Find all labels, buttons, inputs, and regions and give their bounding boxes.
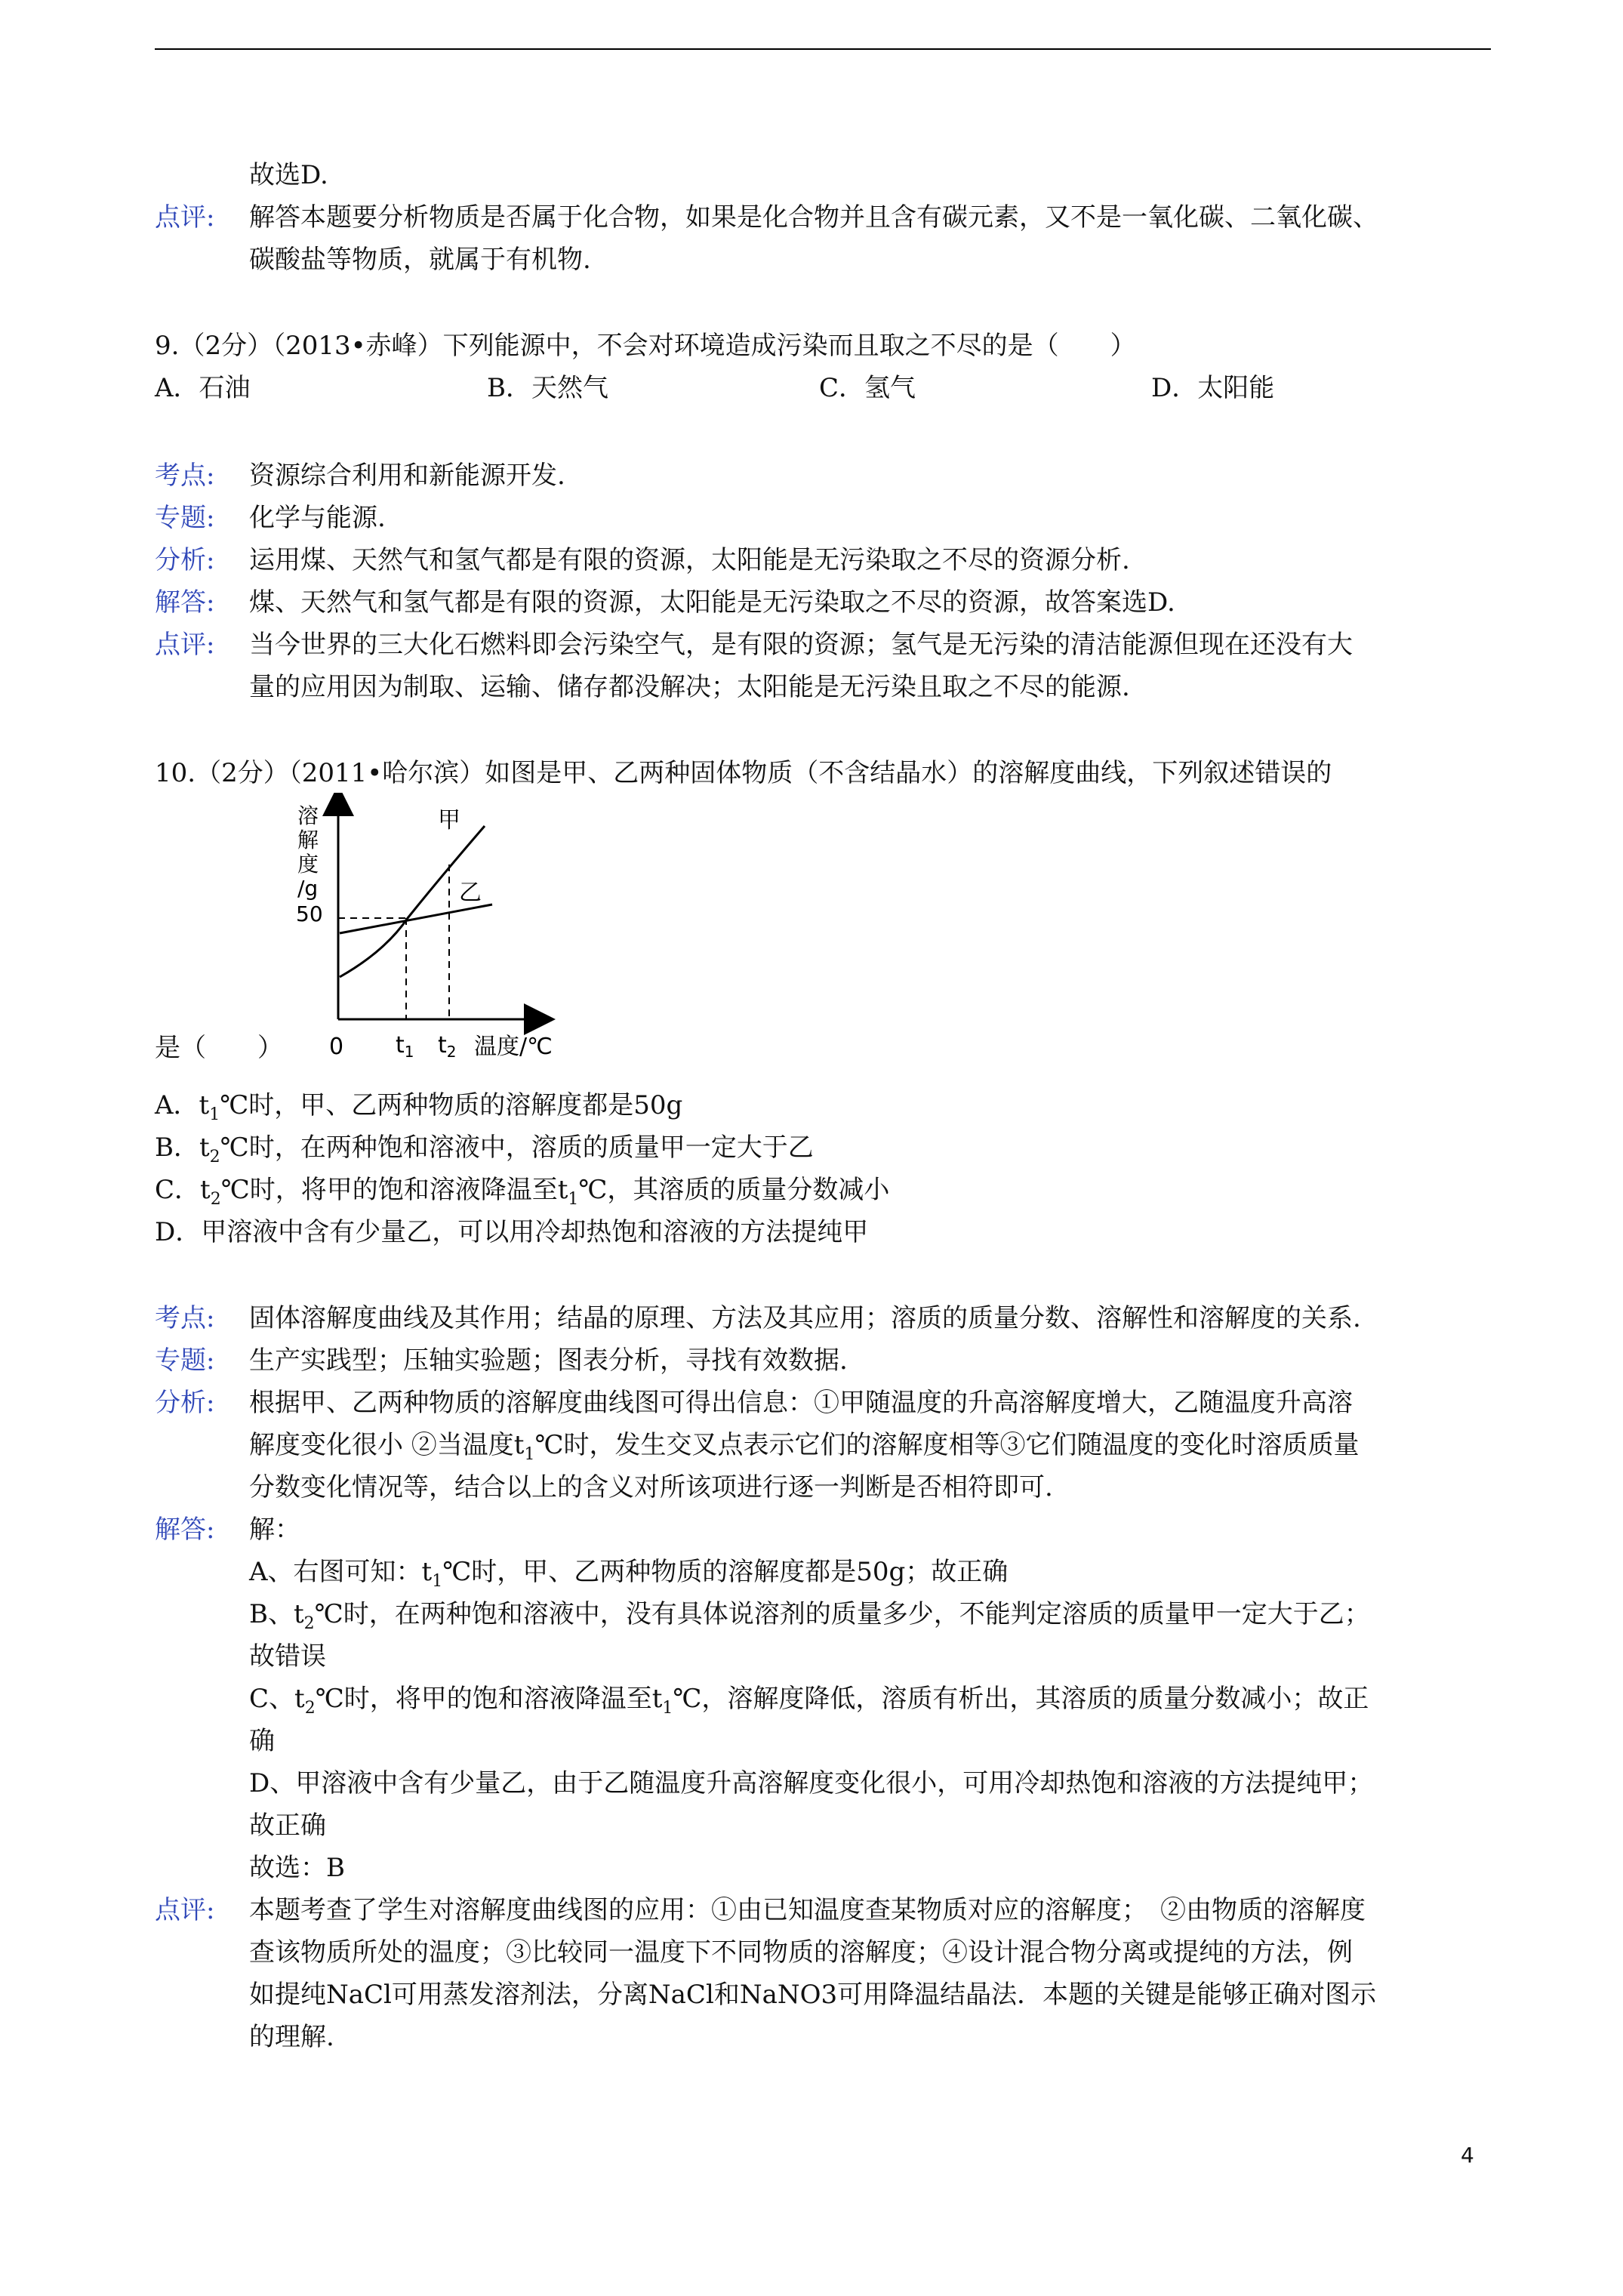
q10-jieda-b: B、$t_2℃$时，在两种饱和溶液中，没有具体说溶剂的质量多少，不能判定溶质的质量甲一定大于乙； [249, 1599, 1370, 1633]
q10-dianping-line-3: 如提纯NaCl可用蒸发溶剂法，分离NaCl和NaNO3可用降温结晶法．本题的关键是能够正确对图示 [249, 1980, 1377, 2010]
q9-option-b: B．天然气 [487, 373, 608, 403]
label-yi: 乙 [459, 880, 482, 906]
y-label-char-3: 度 [297, 852, 319, 877]
y-label-char-1: 溶 [297, 803, 319, 828]
q10-dianping-line-4: 的理解. [249, 2022, 334, 2052]
q9-dianping-label: 点评: [155, 630, 215, 660]
q9-dianping-line-1: 当今世界的三大化石燃料即会污染空气，是有限的资源；氢气是无污染的清洁能源但现在还没有大 [249, 630, 1353, 660]
q10-kaodian-label: 考点: [155, 1303, 215, 1333]
q10-jieda-b-line-2: 故错误 [249, 1641, 326, 1672]
q10-jieda-c-line-2: 确 [249, 1726, 275, 1756]
q10-fenxi-label: 分析: [155, 1388, 215, 1418]
q10-selected: 故选：B [249, 1853, 345, 1883]
q10-jieda-a: A、右图可知：$t_1℃$时，甲、乙两种物质的溶解度都是50g；故正确 [249, 1557, 1009, 1591]
label-jia: 甲 [438, 807, 460, 834]
q10-fenxi-line-3: 分数变化情况等，结合以上的含义对所该项进行逐一判断是否相符即可. [249, 1472, 1053, 1502]
q10-jie: 解： [249, 1515, 300, 1545]
q9-option-a: A．石油 [155, 373, 251, 403]
q9-option-c: C．氢气 [819, 373, 916, 403]
q9-stem: 9.（2分）（2013•赤峰）下列能源中，不会对环境造成污染而且取之不尽的是（ ） [155, 331, 1136, 361]
y-label-unit: /g [297, 876, 319, 901]
page-number: 4 [1461, 2143, 1474, 2168]
q9-zhuanti-label: 专题: [155, 503, 215, 533]
origin-label: 0 [329, 1034, 344, 1060]
q10-dianping-label: 点评: [155, 1895, 215, 1925]
q10-jieda-d: D、甲溶液中含有少量乙，由于乙随温度升高溶解度变化很小，可用冷却热饱和溶液的方法提纯甲； [249, 1768, 1374, 1798]
t2-label: $t_2$ [438, 1032, 457, 1061]
x-label: 温度/℃ [474, 1034, 553, 1060]
solubility-curve-figure [287, 793, 589, 1080]
q9-option-d: D．太阳能 [1151, 373, 1275, 403]
q9-jieda: 煤、天然气和氢气都是有限的资源，太阳能是无污染取之不尽的资源，故答案选D. [249, 587, 1175, 618]
q10-kaodian: 固体溶解度曲线及其作用；结晶的原理、方法及其应用；溶质的质量分数、溶解性和溶解度的关系. [249, 1303, 1361, 1333]
q9-jieda-label: 解答: [155, 587, 215, 618]
t1-label: $t_1$ [396, 1032, 414, 1061]
q9-zhuanti: 化学与能源. [249, 503, 386, 533]
q10-zhuanti: 生产实践型；压轴实验题；图表分析，寻找有效数据. [249, 1345, 848, 1376]
q10-dianping-line-2: 查该物质所处的温度；③比较同一温度下不同物质的溶解度；④设计混合物分离或提纯的方法，例 [249, 1937, 1353, 1968]
q9-fenxi: 运用煤、天然气和氢气都是有限的资源，太阳能是无污染取之不尽的资源分析. [249, 545, 1130, 575]
y-tick-50: 50 [296, 901, 323, 926]
q9-kaodian: 资源综合利用和新能源开发. [249, 461, 565, 491]
q8-comment-label: 点评: [155, 202, 215, 233]
q8-comment-line-2: 碳酸盐等物质，就属于有机物. [249, 245, 591, 275]
q9-fenxi-label: 分析: [155, 545, 215, 575]
y-label-char-2: 解 [297, 827, 319, 852]
q10-fenxi-line-1: 根据甲、乙两种物质的溶解度曲线图可得出信息：①甲随温度的升高溶解度增大，乙随温度升高溶 [249, 1388, 1353, 1418]
q9-kaodian-label: 考点: [155, 461, 215, 491]
q10-dianping-line-1: 本题考查了学生对溶解度曲线图的应用：①由已知温度查某物质对应的溶解度； ②由物质的溶解度 [249, 1895, 1366, 1925]
q8-selected: 故选D. [249, 160, 328, 190]
q10-jieda-label: 解答: [155, 1515, 215, 1545]
q10-zhuanti-label: 专题: [155, 1345, 215, 1376]
q10-option-a: A．$t_1℃$时，甲、乙两种物质的溶解度都是50g [155, 1090, 683, 1124]
q10-stem: 10.（2分）（2011•哈尔滨）如图是甲、乙两种固体物质（不含结晶水）的溶解度曲线，下列叙述错误的 [155, 758, 1332, 788]
q10-option-d: D．甲溶液中含有少量乙，可以用冷却热饱和溶液的方法提纯甲 [155, 1217, 869, 1247]
header-rule [155, 48, 1491, 50]
q8-comment-line-1: 解答本题要分析物质是否属于化合物，如果是化合物并且含有碳元素，又不是一氧化碳、二氧化碳、 [249, 202, 1378, 233]
q10-jieda-c: C、$t_2℃$时，将甲的饱和溶液降温至$t_1℃$，溶解度降低，溶质有析出，其溶质的质量分数减小；故正 [249, 1684, 1369, 1718]
q9-dianping-line-2: 量的应用因为制取、运输、储存都没解决；太阳能是无污染且取之不尽的能源. [249, 672, 1130, 702]
q10-option-c: C．$t_2℃$时，将甲的饱和溶液降温至$t_1℃$，其溶质的质量分数减小 [155, 1175, 890, 1209]
q10-stem-end: 是（ ） [155, 1033, 283, 1063]
q10-option-b: B．$t_2℃$时，在两种饱和溶液中，溶质的质量甲一定大于乙 [155, 1133, 814, 1166]
q10-fenxi-line-2: 解度变化很小 ②当温度$t_1℃$时，发生交叉点表示它们的溶解度相等③它们随温度的变化时溶质质量 [249, 1430, 1360, 1464]
q10-jieda-d-line-2: 故正确 [249, 1811, 326, 1841]
